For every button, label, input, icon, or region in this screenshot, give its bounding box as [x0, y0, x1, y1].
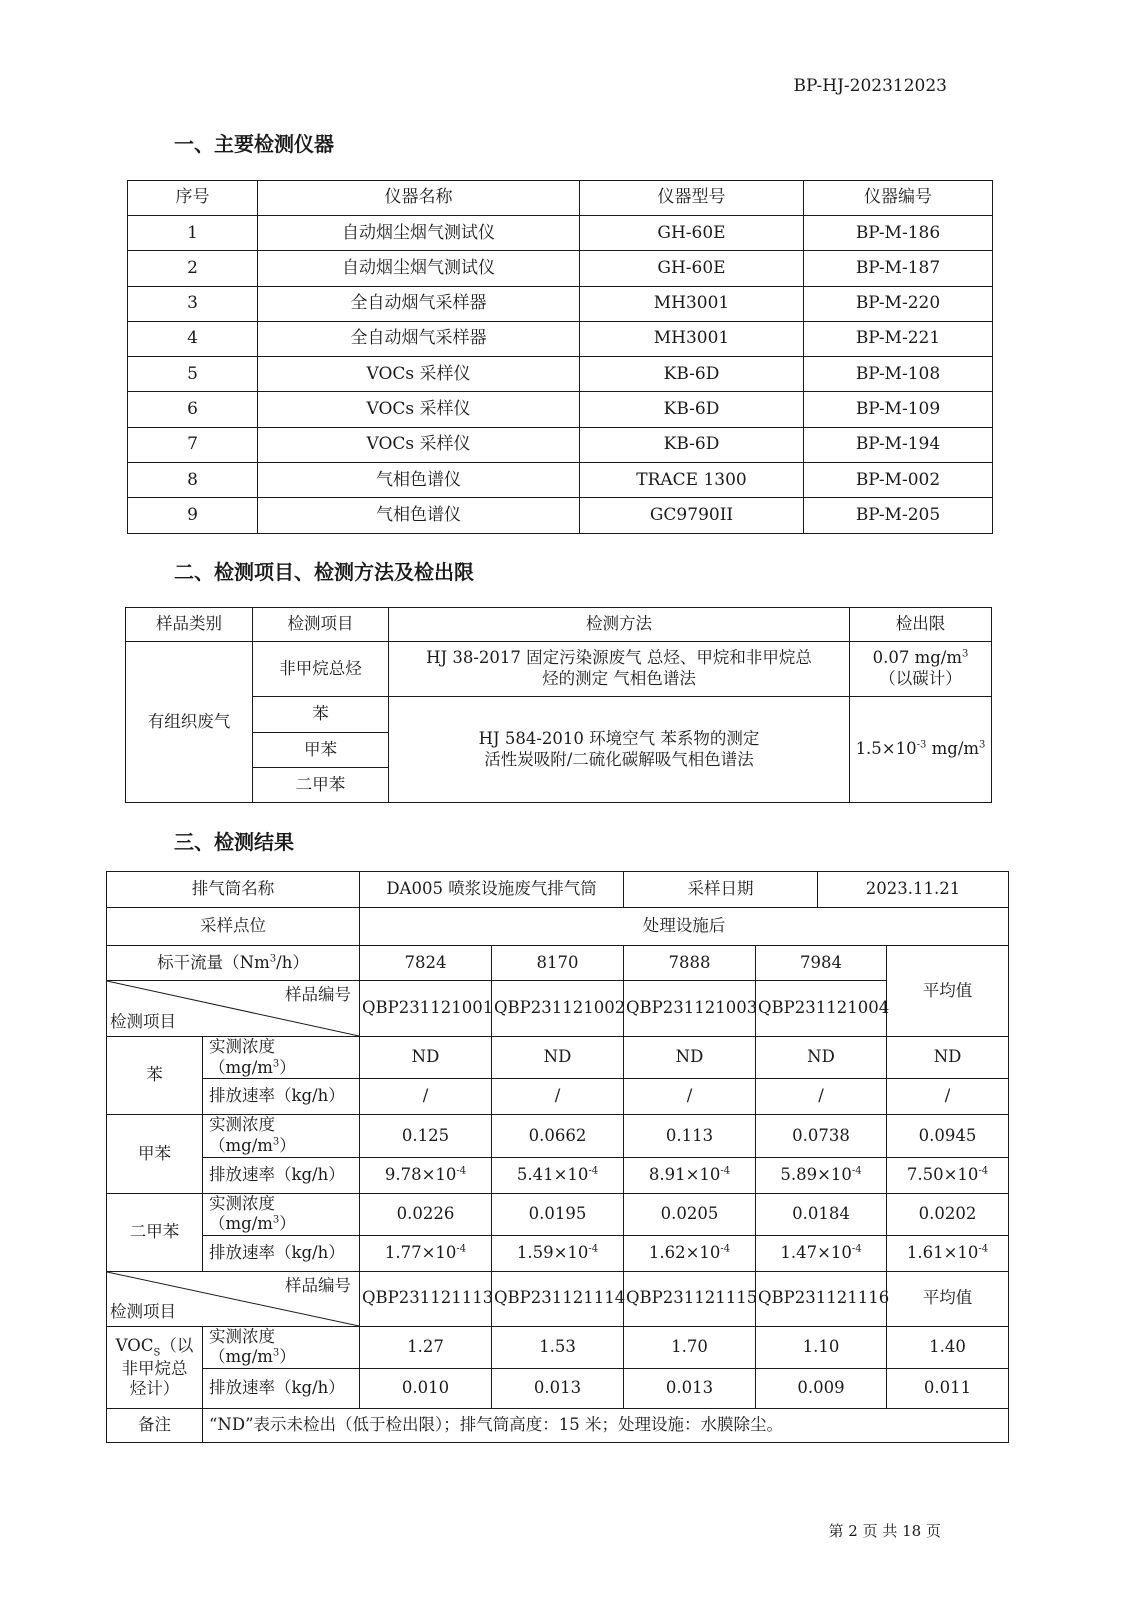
- date-label: 采样日期: [624, 872, 818, 908]
- table-cell: 2: [128, 251, 258, 286]
- test-item: 甲苯: [253, 733, 389, 768]
- diagonal-header: [107, 1271, 360, 1326]
- average-header: 平均值: [887, 1271, 1009, 1326]
- col-header: 仪器名称: [258, 181, 580, 216]
- method-line: HJ 584-2010 环境空气 苯系物的测定: [478, 728, 760, 748]
- flow-value: 7984: [756, 946, 887, 981]
- value-cell: /: [360, 1079, 492, 1115]
- table-cell: GH-60E: [580, 216, 804, 251]
- table-cell: 9: [128, 498, 258, 533]
- page-number: 第 2 页 共 18 页: [828, 1522, 941, 1540]
- flow-value: 7824: [360, 946, 492, 981]
- section2-title: 二、检测项目、检测方法及检出限: [174, 560, 474, 584]
- table-cell: KB-6D: [580, 427, 804, 462]
- table-cell: BP-M-220: [804, 286, 993, 321]
- table-cell: 7: [128, 427, 258, 462]
- limit-note: （以碳计）: [879, 669, 962, 688]
- value-cell: $8.91\times 10^{-4}$: [624, 1157, 756, 1193]
- table-row: [128, 463, 993, 498]
- sample-id: QBP231121004: [756, 981, 887, 1037]
- table-cell: BP-M-108: [804, 357, 993, 392]
- table-cell: MH3001: [580, 321, 804, 356]
- table-cell: 5: [128, 357, 258, 392]
- table-row: [128, 392, 993, 427]
- value-cell: 0.013: [492, 1369, 624, 1409]
- value-cell: 0.0202: [887, 1193, 1009, 1235]
- method-table: [125, 607, 992, 803]
- value-cell: 1.40: [887, 1326, 1009, 1368]
- value-cell: ND: [360, 1037, 492, 1079]
- sample-id: QBP231121113: [360, 1271, 492, 1326]
- col-header: 检测方法: [389, 608, 850, 642]
- value-cell: ND: [756, 1037, 887, 1079]
- section3-title: 三、检测结果: [174, 830, 294, 854]
- sample-id: QBP231121114: [492, 1271, 624, 1326]
- conc-label: 实测浓度$(mg/m^3)$: [203, 1115, 360, 1157]
- value-cell: $5.89\times 10^{-4}$: [756, 1157, 887, 1193]
- value-cell: ND: [624, 1037, 756, 1079]
- point-label: 采样点位: [107, 908, 360, 946]
- col-header: 检测项目: [253, 608, 389, 642]
- value-cell: /: [756, 1079, 887, 1115]
- sampling-date: 2023.11.21: [818, 872, 1009, 908]
- pollutant-toluene: 甲苯: [107, 1115, 203, 1193]
- sample-id: QBP231121115: [624, 1271, 756, 1326]
- col-header: 检出限: [850, 608, 992, 642]
- table-cell: 全自动烟气采样器: [258, 321, 580, 356]
- value-cell: 0.010: [360, 1369, 492, 1409]
- test-item: 苯: [253, 697, 389, 733]
- table-cell: 8: [128, 463, 258, 498]
- table-cell: BP-M-221: [804, 321, 993, 356]
- table-cell: VOCs 采样仪: [258, 427, 580, 462]
- value-cell: 1.10: [756, 1326, 887, 1368]
- table-cell: VOCs 采样仪: [258, 357, 580, 392]
- conc-label: 实测浓度$(mg/m^3)$: [203, 1037, 360, 1079]
- document-number: BP-HJ-202312023: [793, 76, 947, 96]
- value-cell: ND: [887, 1037, 1009, 1079]
- value-cell: 1.27: [360, 1326, 492, 1368]
- table-cell: MH3001: [580, 286, 804, 321]
- table-cell: KB-6D: [580, 392, 804, 427]
- value-cell: /: [887, 1079, 1009, 1115]
- diagonal-header: [107, 981, 360, 1037]
- value-cell: $5.41\times 10^{-4}$: [492, 1157, 624, 1193]
- value-cell: 0.013: [624, 1369, 756, 1409]
- test-item: 非甲烷总烃: [253, 642, 389, 697]
- table-cell: 1: [128, 216, 258, 251]
- value-cell: 0.113: [624, 1115, 756, 1157]
- table-cell: TRACE 1300: [580, 463, 804, 498]
- value-cell: $1.62\times 10^{-4}$: [624, 1235, 756, 1271]
- table-cell: KB-6D: [580, 357, 804, 392]
- rate-label: 排放速率（kg/h）: [203, 1157, 360, 1193]
- table-row: [128, 216, 993, 251]
- sample-id: QBP231121003: [624, 981, 756, 1037]
- limit-unit: mg/m: [926, 739, 980, 759]
- table-cell: GH-60E: [580, 251, 804, 286]
- detection-limit: $1.5\times 10^{-3}$ $mg/m^3$: [850, 697, 992, 803]
- value-cell: 0.0205: [624, 1193, 756, 1235]
- table-cell: 气相色谱仪: [258, 498, 580, 533]
- value-cell: 0.0195: [492, 1193, 624, 1235]
- flow-value: 8170: [492, 946, 624, 981]
- results-table: [106, 871, 1009, 1443]
- value-cell: 0.0662: [492, 1115, 624, 1157]
- value-cell: 1.70: [624, 1326, 756, 1368]
- remarks-label: 备注: [107, 1409, 203, 1443]
- conc-label: 实测浓度$(mg/m^3)$: [203, 1326, 360, 1368]
- col-header: 序号: [128, 181, 258, 216]
- col-header: 仪器编号: [804, 181, 993, 216]
- table-cell: GC9790II: [580, 498, 804, 533]
- value-cell: 1.53: [492, 1326, 624, 1368]
- table-cell: VOCs 采样仪: [258, 392, 580, 427]
- table-cell: BP-M-109: [804, 392, 993, 427]
- instrument-table: [127, 180, 993, 534]
- value-cell: 0.0226: [360, 1193, 492, 1235]
- table-cell: 3: [128, 286, 258, 321]
- table-cell: 气相色谱仪: [258, 463, 580, 498]
- test-item: 二甲苯: [253, 768, 389, 803]
- flow-label: 标干流量（Nm$^3$/h）: [107, 946, 360, 981]
- sample-id: QBP231121001: [360, 981, 492, 1037]
- table-row: [128, 498, 993, 533]
- sample-id: QBP231121116: [756, 1271, 887, 1326]
- value-cell: $1.47\times 10^{-4}$: [756, 1235, 887, 1271]
- stack-name-label: 排气筒名称: [107, 872, 360, 908]
- average-header: 平均值: [887, 946, 1009, 1037]
- table-cell: BP-M-205: [804, 498, 993, 533]
- value-cell: /: [492, 1079, 624, 1115]
- limit-base: 1.5×10: [855, 739, 917, 759]
- value-cell: 0.0738: [756, 1115, 887, 1157]
- col-header: 仪器型号: [580, 181, 804, 216]
- stack-name: DA005 喷浆设施废气排气筒: [360, 872, 624, 908]
- remarks: “ND”表示未检出（低于检出限）；排气筒高度：15 米；处理设施：水膜除尘。: [203, 1409, 1009, 1443]
- table-row: [128, 357, 993, 392]
- table-cell: 6: [128, 392, 258, 427]
- table-row: [128, 427, 993, 462]
- table-row: [128, 321, 993, 356]
- sample-no-label: 样品编号: [285, 985, 351, 1004]
- pollutant-vocs: $VOC_S$（以 非甲烷总 烃计）: [107, 1326, 203, 1408]
- table-row: [128, 251, 993, 286]
- sample-no-label: 样品编号: [285, 1275, 351, 1295]
- method-line: HJ 38-2017 固定污染源废气 总烃、甲烷和非甲烷总: [426, 648, 812, 668]
- flow-value: 7888: [624, 946, 756, 981]
- table-row: [128, 286, 993, 321]
- pollutant-benzene: 苯: [107, 1037, 203, 1115]
- table-cell: BP-M-002: [804, 463, 993, 498]
- value-cell: 0.0184: [756, 1193, 887, 1235]
- item-label: 检测项目: [110, 1012, 176, 1032]
- sampling-point: 处理设施后: [360, 908, 1009, 946]
- value-cell: $1.59\times 10^{-4}$: [492, 1235, 624, 1271]
- table-cell: BP-M-194: [804, 427, 993, 462]
- value-cell: 0.009: [756, 1369, 887, 1409]
- table-cell: 4: [128, 321, 258, 356]
- limit-exp: -3: [916, 739, 927, 751]
- value-cell: /: [624, 1079, 756, 1115]
- table-cell: 自动烟尘烟气测试仪: [258, 216, 580, 251]
- item-label: 检测项目: [110, 1302, 176, 1322]
- table-cell: BP-M-186: [804, 216, 993, 251]
- method-line: 活性炭吸附/二硫化碳解吸气相色谱法: [484, 749, 754, 769]
- table-cell: BP-M-187: [804, 251, 993, 286]
- test-method: [389, 642, 850, 697]
- table-cell: 自动烟尘烟气测试仪: [258, 251, 580, 286]
- col-header: 样品类别: [126, 608, 253, 642]
- value-cell: 0.125: [360, 1115, 492, 1157]
- section1-title: 一、主要检测仪器: [174, 132, 334, 156]
- detection-limit: 0.07 $mg/m^3$ （以碳计）: [850, 642, 992, 697]
- rate-label: 排放速率（kg/h）: [203, 1079, 360, 1115]
- table-cell: 全自动烟气采样器: [258, 286, 580, 321]
- limit-value: 0.07 mg/m: [872, 648, 963, 668]
- conc-label: 实测浓度$(mg/m^3)$: [203, 1193, 360, 1235]
- value-cell: 0.011: [887, 1369, 1009, 1409]
- value-cell: $1.61\times 10^{-4}$: [887, 1235, 1009, 1271]
- rate-label: 排放速率（kg/h）: [203, 1235, 360, 1271]
- rate-label: 排放速率（kg/h）: [203, 1369, 360, 1409]
- sample-category: 有组织废气: [126, 642, 253, 803]
- method-line: 烃的测定 气相色谱法: [542, 669, 696, 688]
- value-cell: $1.77\times 10^{-4}$: [360, 1235, 492, 1271]
- value-cell: $7.50\times 10^{-4}$: [887, 1157, 1009, 1193]
- value-cell: $9.78\times 10^{-4}$: [360, 1157, 492, 1193]
- test-method: [389, 697, 850, 803]
- pollutant-xylene: 二甲苯: [107, 1193, 203, 1271]
- sample-id: QBP231121002: [492, 981, 624, 1037]
- value-cell: 0.0945: [887, 1115, 1009, 1157]
- value-cell: ND: [492, 1037, 624, 1079]
